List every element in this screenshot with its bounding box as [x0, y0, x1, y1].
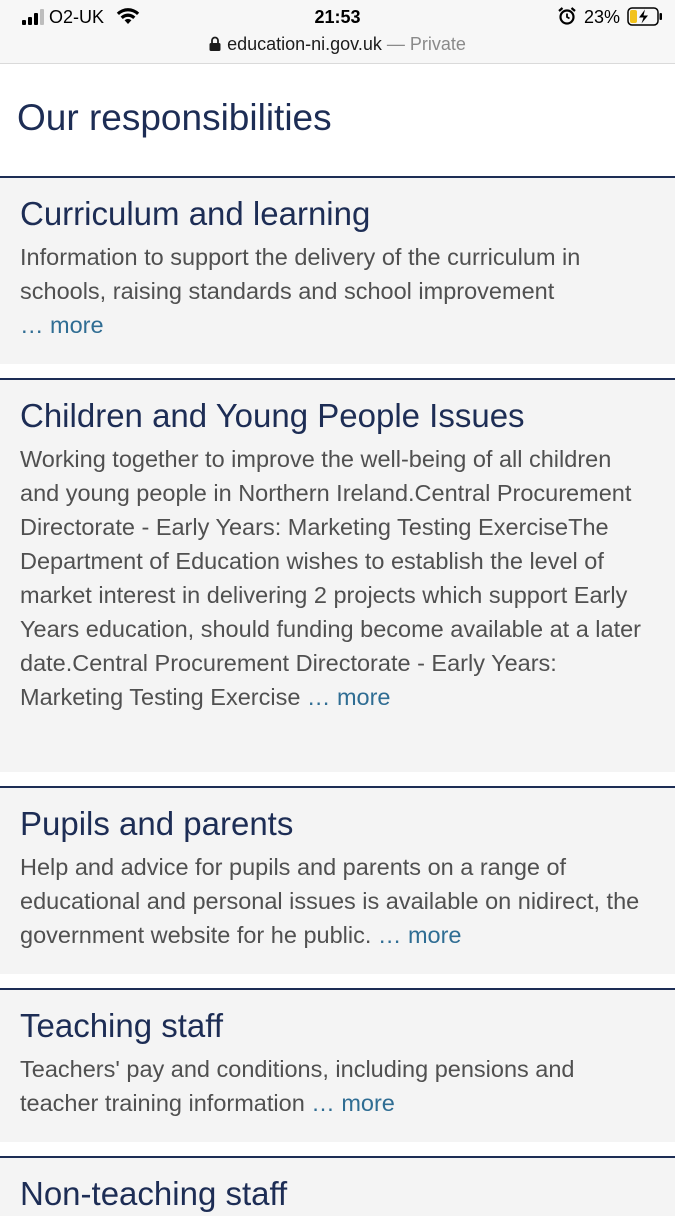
card-summary-text: Information to support the delivery of the curriculum in schools, raising standards and school improvement	[20, 244, 581, 304]
page-title: Our responsibilities	[17, 97, 332, 138]
status-time: 21:53	[314, 7, 361, 27]
card-summary-text: Teachers' pay and conditions, including pensions and teacher training information	[20, 1056, 575, 1116]
card-title[interactable]: Non-teaching staff	[20, 1175, 288, 1212]
address-domain: education-ni.gov.uk	[227, 34, 382, 54]
card-summary	[20, 240, 655, 342]
card-summary-text: Help and advice for pupils and parents on a range of educational and personal issues is available on nidirect, the government website for he public.	[20, 854, 640, 948]
card-summary	[20, 442, 655, 714]
more-link[interactable]: … more	[306, 684, 391, 710]
card-title[interactable]: Children and Young People Issues	[20, 397, 525, 434]
card-title[interactable]: Curriculum and learning	[20, 195, 371, 232]
lock-icon	[209, 36, 221, 51]
private-mode-label: Private	[409, 34, 466, 54]
more-link[interactable]: … more	[311, 1090, 395, 1116]
card-teaching-staff[interactable]	[0, 988, 675, 1142]
card-pupils-and-parents[interactable]	[0, 786, 675, 974]
carrier-name: O2-UK	[49, 7, 105, 27]
browser-chrome	[0, 0, 675, 64]
battery-charging-icon	[627, 7, 663, 26]
address-bar[interactable]	[0, 33, 675, 55]
card-children-and-young-people-issues[interactable]	[0, 378, 675, 772]
address-separator: —	[381, 34, 410, 54]
card-curriculum-and-learning[interactable]	[0, 176, 675, 364]
card-summary-text: Working together to improve the well-being of all children and young people in Northern Ireland.Central Procurement Directorate - Early Years: Marketing Testing ExerciseThe Department of Education wishes to establish the level of market interest in delivering 2 projects which support Early Years education, should funding become available at a later date.Central Procurement Directorate - Early Years: Marketing Testing Exercise	[20, 446, 642, 710]
card-title[interactable]: Teaching staff	[20, 1007, 224, 1044]
more-link[interactable]: … more	[20, 312, 104, 338]
more-link[interactable]: … more	[377, 922, 462, 948]
card-title[interactable]: Pupils and parents	[20, 805, 294, 842]
card-non-teaching-staff[interactable]	[0, 1156, 675, 1216]
card-summary	[20, 1052, 655, 1120]
battery-percentage: 23%	[584, 7, 621, 27]
card-summary	[20, 850, 655, 952]
status-bar	[0, 0, 675, 34]
alarm-clock-icon	[558, 7, 576, 25]
